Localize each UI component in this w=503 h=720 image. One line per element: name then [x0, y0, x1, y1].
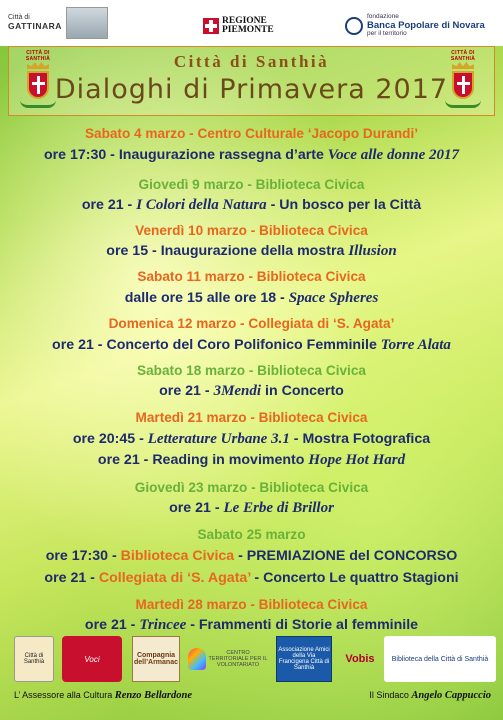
detail-plain: ore 21 - [159, 383, 214, 399]
event-7-detail-1 [0, 431, 503, 448]
event-3-date [0, 223, 503, 238]
bpn-tag: per il territorio [367, 29, 407, 37]
event-6-detail [0, 383, 503, 400]
event-7-detail-2 [0, 452, 503, 469]
detail-italic: Voce alle donne 2017 [327, 147, 460, 163]
detail-plain: ore 21 - [169, 500, 224, 516]
event-3-detail [0, 243, 503, 260]
event-2-date [0, 177, 503, 192]
ctv-heart-icon [188, 648, 206, 670]
detail-italic: Illusion [348, 243, 397, 259]
detail-plain: ore 20:45 - [72, 431, 148, 447]
event-date-text: Sabato 18 marzo - Biblioteca Civica [137, 363, 366, 378]
event-5-detail [0, 337, 503, 354]
event-date-text: Giovedì 23 marzo - Biblioteca Civica [134, 480, 369, 495]
event-4-detail [0, 290, 503, 307]
sindaco-name: Angelo Cappuccio [411, 690, 491, 701]
sponsor-ctv-text: CENTRO TERRITORIALE PER IL VOLONTARIATO [208, 650, 268, 668]
detail-plain-after: - PREMIAZIONE del CONCORSO [234, 548, 458, 564]
detail-plain: ore 21 - Concerto del Coro Polifonico Femminile [52, 337, 381, 353]
detail-plain-after: - Un bosco per la Città [266, 197, 422, 213]
event-date-text: Martedì 28 marzo - Biblioteca Civica [135, 597, 368, 612]
crest-label-right: CITTÀ DI SANTHIÀ [450, 50, 476, 62]
detail-plain: ore 15 - Inaugurazione della mostra [106, 243, 349, 259]
event-date-text: Sabato 25 marzo [197, 527, 306, 542]
detail-italic: Torre Alata [380, 337, 451, 353]
detail-plain: ore 21 - [44, 570, 99, 586]
detail-plain: ore 21 - Reading in movimento [97, 452, 309, 468]
gattinara-photo [66, 7, 108, 39]
event-9-detail-2 [0, 570, 503, 586]
crest-label-left: CITTÀ DI SANTHIÀ [25, 50, 51, 62]
detail-plain-after: - Frammenti di Storie al femminile [186, 617, 419, 633]
event-1-detail [0, 147, 503, 164]
sponsor-francigena-logo: Associazione Amici della Via Francigena Città di Santhià [276, 636, 332, 682]
detail-italic: Letterature Urbane 3.1 [147, 431, 290, 447]
event-10-date [0, 597, 503, 612]
sponsor-voci-logo: Voci [62, 636, 122, 682]
event-5-date [0, 316, 503, 331]
event-date-text: Venerdì 10 marzo - Biblioteca Civica [135, 223, 368, 238]
event-2-detail [0, 197, 503, 214]
detail-plain: ore 21 - [84, 617, 140, 633]
detail-plain: ore 17:30 - [45, 548, 121, 564]
regione-line2: PIEMONTE [222, 25, 274, 35]
sponsor-santhia-logo: Città di Santhià [14, 636, 54, 682]
sponsor-vobis-logo: Vobis [345, 653, 375, 665]
regione-cross-icon [203, 18, 219, 34]
sindaco-label: Il Sindaco [369, 690, 412, 700]
event-date-text: Martedì 21 marzo - Biblioteca Civica [135, 410, 368, 425]
detail-italic: I Colori della Natura [136, 197, 267, 213]
detail-plain: dalle ore 15 alle ore 18 - [124, 290, 289, 306]
detail-venue: Biblioteca Civica [120, 548, 235, 564]
detail-plain-after: - Mostra Fotografica [289, 431, 431, 447]
event-title: Dialoghi di Primavera 2017 [54, 74, 449, 105]
detail-italic: 3Mendi [213, 383, 262, 399]
gattinara-logo [8, 6, 120, 40]
detail-italic: Hope Hot Hard [308, 452, 406, 468]
detail-plain-after: - Concerto Le quattro Stagioni [250, 570, 459, 586]
footer-assessore [14, 690, 192, 701]
gattinara-name: GATTINARA [8, 21, 62, 31]
detail-italic: Le Erbe di Brillor [223, 500, 334, 516]
bpn-logo [345, 12, 495, 40]
event-date-text: Giovedì 9 marzo - Biblioteca Civica [138, 177, 365, 192]
bpn-text [367, 14, 485, 38]
event-date-text: Domenica 12 marzo - Collegiata di ‘S. Agata’ [108, 316, 395, 331]
detail-venue: Collegiata di ‘S. Agata’ [98, 570, 251, 586]
event-1-date [0, 126, 503, 141]
event-9-detail-1 [0, 548, 503, 564]
sponsor-armanac-logo: Compagnia dell’Armanac [132, 636, 180, 682]
sponsor-biblioteca-logo: Biblioteca della Città di Santhià [384, 636, 496, 682]
event-8-date [0, 480, 503, 495]
event-date-text: Sabato 4 marzo - Centro Culturale ‘Jacopo Durandi’ [84, 126, 419, 141]
detail-plain-after: in Concerto [261, 383, 344, 399]
event-9-date [0, 527, 503, 542]
regione-text [222, 17, 274, 36]
event-date-text: Sabato 11 marzo - Biblioteca Civica [137, 269, 366, 284]
detail-plain: ore 21 - [81, 197, 137, 213]
event-6-date [0, 363, 503, 378]
detail-plain: ore 17:30 - Inaugurazione rassegna d’arte [43, 147, 328, 163]
detail-italic: Trincee [139, 617, 187, 633]
bottom-sponsors [0, 636, 503, 684]
footer-sindaco [369, 690, 491, 701]
assessore-name: Renzo Bellardone [114, 690, 193, 701]
event-4-date [0, 269, 503, 284]
gattinara-text [8, 14, 62, 31]
event-8-detail [0, 500, 503, 517]
city-name: Città di Santhià [173, 52, 330, 71]
gattinara-small: Città di [8, 14, 30, 22]
event-7-date [0, 410, 503, 425]
assessore-label: L’ Assessore alla Cultura [14, 690, 115, 700]
detail-italic: Space Spheres [288, 290, 379, 306]
bpn-small: fondazione [367, 13, 399, 21]
regione-line1: REGIONE [222, 15, 267, 26]
bpn-mark-icon [345, 17, 363, 35]
regione-piemonte-logo [203, 12, 283, 40]
bpn-name: Banca Popolare di Novara [367, 20, 485, 32]
event-10-detail [0, 617, 503, 634]
